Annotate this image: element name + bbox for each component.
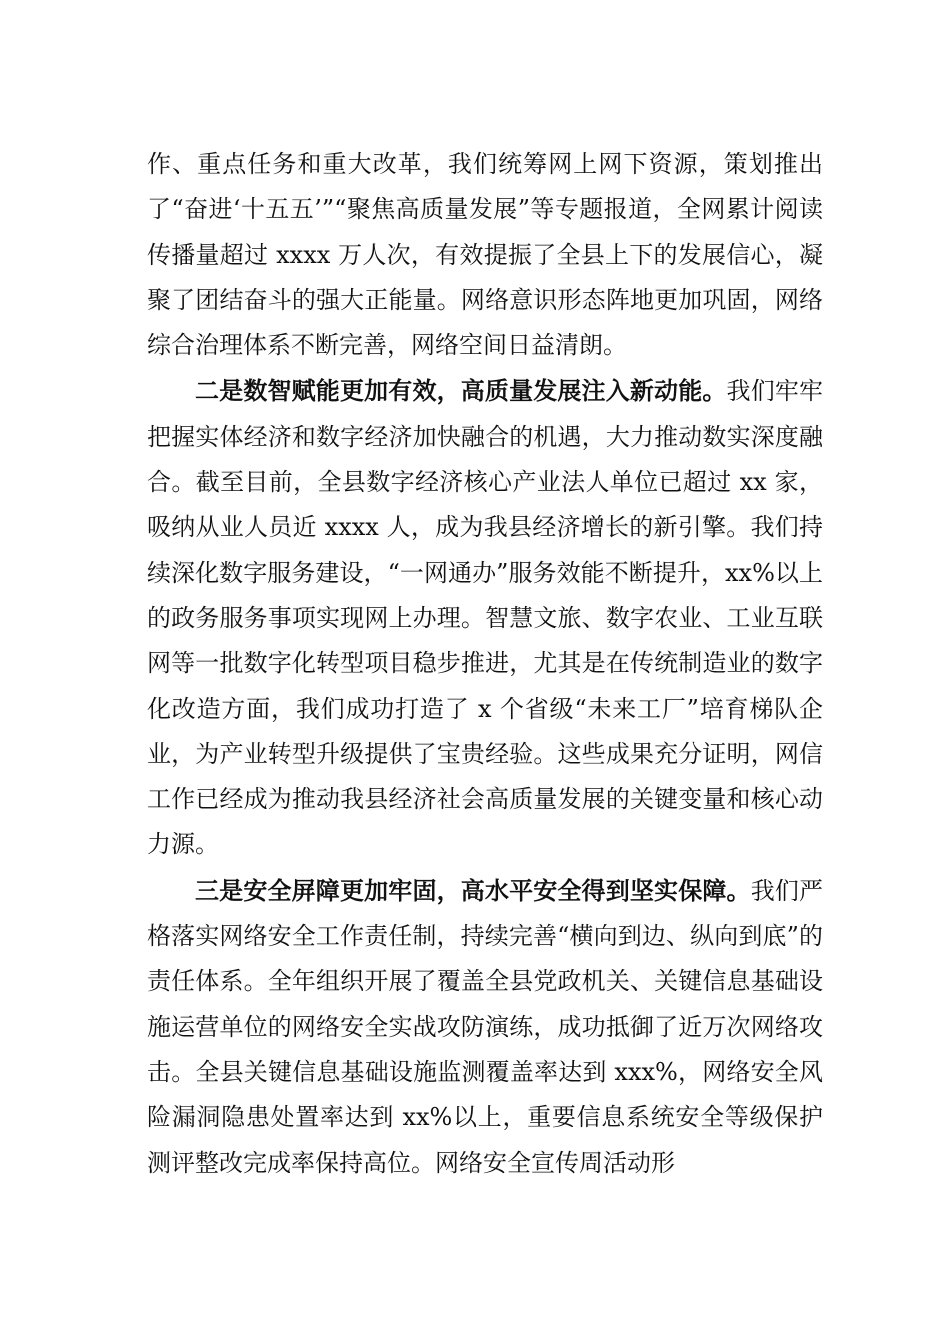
paragraph-1-text: 作、重点任务和重大改革，我们统筹网上网下资源，策划推出了“奋进‘十五五’”“聚焦高质量发展”等专题报道，全网累计阅读传播量超过 xxxx 万人次，有效提振了全县上下的发展信心，凝聚了团结奋斗的强大正能量。网络意识形态阵地更加巩固，网络综合治理体系不断完善，网络空间日益清朗。 (147, 150, 823, 360)
document-body (147, 141, 823, 1186)
paragraph-3-lead: 三是安全屏障更加牢固，高水平安全得到坚实保障。 (195, 875, 751, 905)
paragraph-3-text: 我们严格落实网络安全工作责任制，持续完善“横向到边、纵向到底”的责任体系。全年组织开展了覆盖全县党政机关、关键信息基础设施运营单位的网络安全实战攻防演练，成功抵御了近万次网络攻击。全县关键信息基础设施监测覆盖率达到 xxx%，网络安全风险漏洞隐患处置率达到 xx%以上，重要信息系统安全等级保护测评整改完成率保持高位。网络安全宣传周活动形 (147, 876, 824, 1177)
paragraph-2-lead: 二是数智赋能更加有效，高质量发展注入新动能。 (195, 376, 727, 406)
paragraph-2 (147, 368, 823, 867)
paragraph-1 (147, 141, 823, 368)
paragraph-3 (147, 868, 823, 1186)
paragraph-2-text: 我们牢牢把握实体经济和数字经济加快融合的机遇，大力推动数实深度融合。截至目前，全县数字经济核心产业法人单位已超过 xx 家，吸纳从业人员近 xxxx 人，成为我县经济增长的新引擎。我们持续深化数字服务建设，“一网通办”服务效能不断提升，xx%以上的政务服务事项实现网上办理。智慧文旅、数字农业、工业互联网等一批数字化转型项目稳步推进，尤其是在传统制造业的数字化改造方面，我们成功打造了 x 个省级“未来工厂”培育梯队企业，为产业转型升级提供了宝贵经验。这些成果充分证明，网信工作已经成为推动我县经济社会高质量发展的关键变量和核心动力源。 (147, 377, 824, 859)
